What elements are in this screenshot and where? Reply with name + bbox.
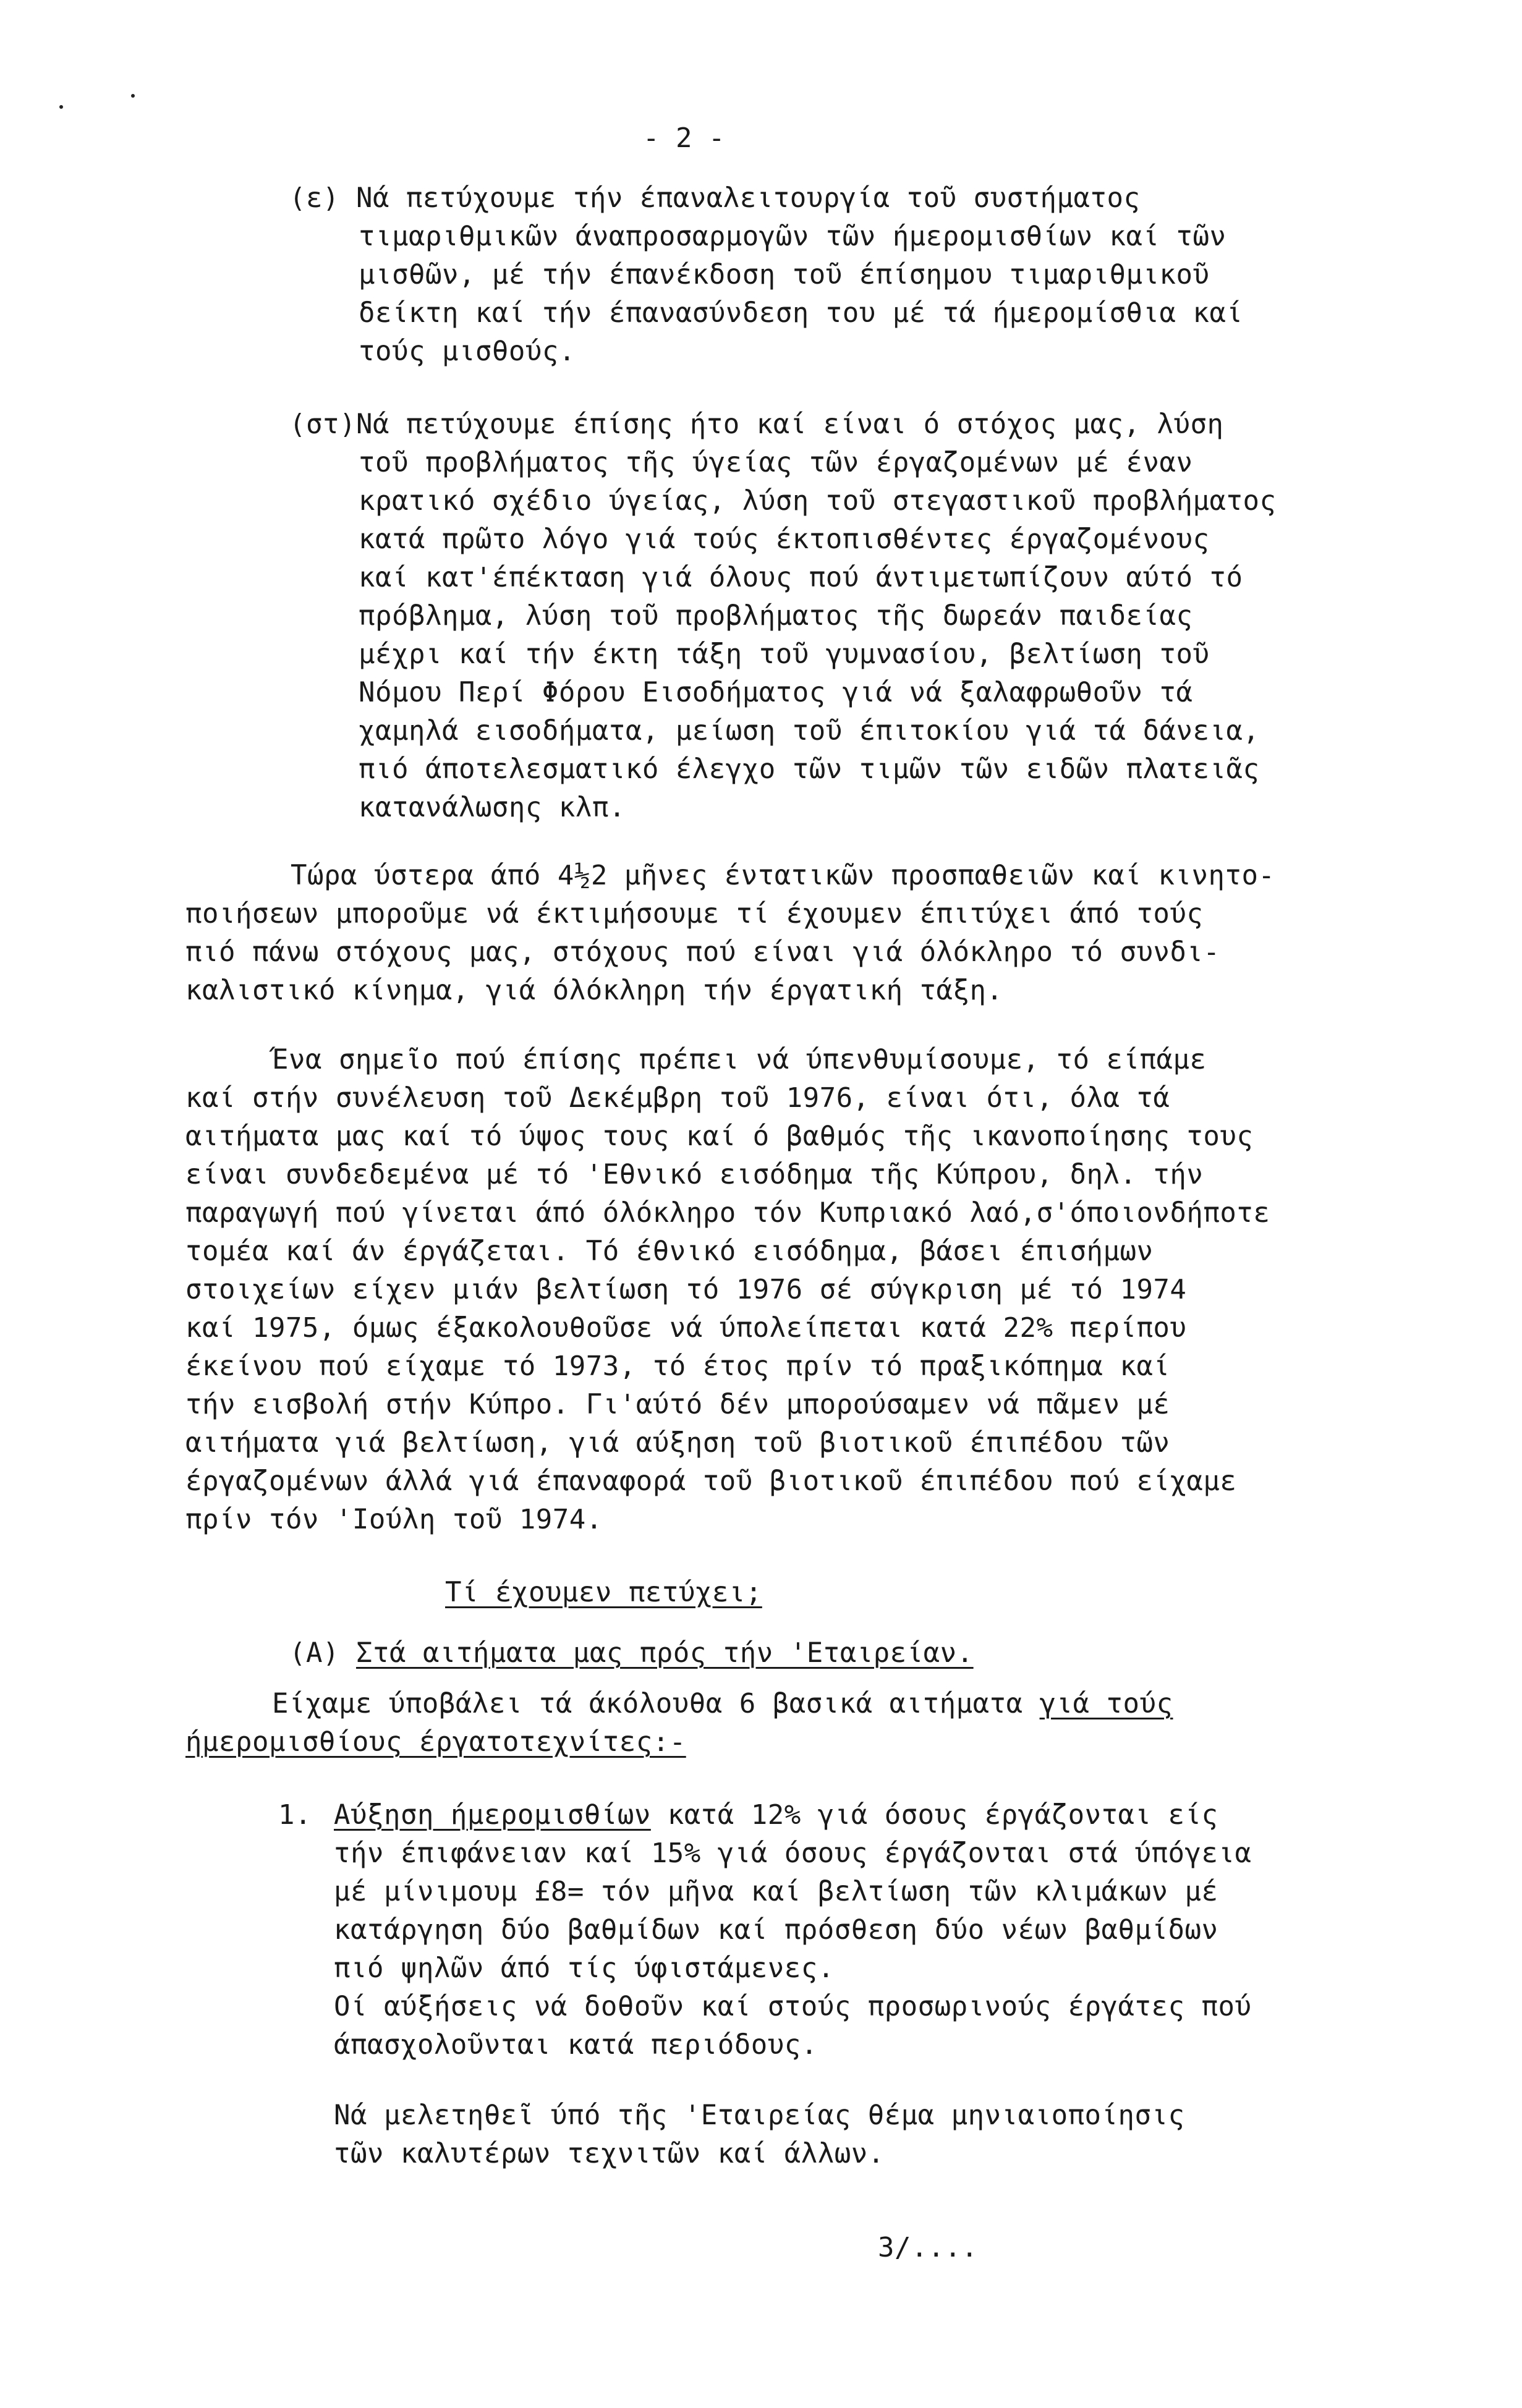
text-line: Νόμου Περί Φόρου Εισοδήματος γιά νά ξαλαφρωθοῦν τά xyxy=(359,677,1193,708)
item-first-line xyxy=(334,1796,1218,1834)
text-line: έργαζομένων άλλά γιά έπαναφορά τοῦ βιοτικοῦ έπιπέδου πού είχαμε xyxy=(185,1465,1237,1497)
text-line: πρίν τόν 'Ιούλη τοῦ 1974. xyxy=(185,1504,603,1535)
text-line: κατά πρῶτο λόγο γιά τούς έκτοπισθέντες έργαζομένους xyxy=(359,524,1210,555)
text-line: ποιήσεων μποροῦμε νά έκτιμήσουμε τί έχουμεν έπιτύχει άπό τούς xyxy=(185,898,1204,930)
text-line: κρατικό σχέδιο ύγείας, λύση τοῦ στεγαστικοῦ προβλήματος xyxy=(359,485,1277,517)
text-line: πιό πάνω στόχους μας, στόχους πού είναι γιά όλόκληρο τό συνδι- xyxy=(185,936,1220,968)
text-line: πιό ψηλῶν άπό τίς ύφιστάμενες. xyxy=(334,1952,835,1984)
item-text: κατά 12% γιά όσους έργάζονται είς xyxy=(650,1799,1218,1831)
section-a-header xyxy=(289,1634,974,1672)
text-line: πρόβλημα, λύση τοῦ προβλήματος τῆς δωρεάν παιδείας xyxy=(359,600,1193,632)
text-line: μέχρι καί τήν έκτη τάξη τοῦ γυμνασίου, βελτίωση τοῦ xyxy=(359,638,1210,670)
text-line: καί 1975, όμως έξακολουθοῦσε νά ύπολείπεται κατά 22% περίπου xyxy=(185,1312,1187,1344)
text-line: δείκτη καί τήν έπανασύνδεση του μέ τά ήμερομίσθια καί xyxy=(359,297,1243,329)
text-line: τήν έπιφάνειαν καί 15% γιά όσους έργάζονται στά ύπόγεια xyxy=(334,1838,1252,1869)
intro-line-1 xyxy=(272,1685,1173,1723)
text-line: έκείνου πού είχαμε τό 1973, τό έτος πρίν τό πραξικόπημα καί xyxy=(185,1350,1170,1382)
page-number: - 2 - xyxy=(643,122,725,154)
scan-speck xyxy=(131,94,135,98)
text-line: (στ)Νά πετύχουμε έπίσης ήτο καί είναι ό στόχος μας, λύση xyxy=(289,409,1224,440)
scan-speck xyxy=(59,105,63,109)
text-line: αιτήματα μας καί τό ύψος τους καί ό βαθμός τῆς ικανοποίησης τους xyxy=(185,1121,1254,1152)
intro-line-2: ήμερομισθίους έργατοτεχνίτες:- xyxy=(185,1726,686,1758)
text-line: τήν εισβολή στήν Κύπρο. Γι'αύτό δέν μπορούσαμεν νά πᾶμεν μέ xyxy=(185,1389,1170,1420)
text-line: στοιχείων είχεν μιάν βελτίωση τό 1976 σέ σύγκριση μέ τό 1974 xyxy=(185,1274,1187,1305)
text-line: χαμηλά εισοδήματα, μείωση τοῦ έπιτοκίου γιά τά δάνεια, xyxy=(359,715,1260,747)
text-line: (ε) Νά πετύχουμε τήν έπαναλειτουργία τοῦ συστήματος xyxy=(289,182,1141,214)
text-line: καί στήν συνέλευση τοῦ Δεκέμβρη τοῦ 1976, είναι ότι, όλα τά xyxy=(185,1082,1170,1114)
intro-underlined: γιά τούς xyxy=(1039,1688,1173,1719)
text-line: τῶν καλυτέρων τεχνιτῶν καί άλλων. xyxy=(334,2138,885,2169)
text-line: αιτήματα γιά βελτίωση, γιά αύξηση τοῦ βιοτικοῦ έπιπέδου τῶν xyxy=(185,1427,1170,1459)
text-line: Νά μελετηθεῖ ύπό τῆς 'Εταιρείας θέμα μηνιαιοποίησις xyxy=(334,2100,1185,2131)
text-line: τομέα καί άν έργάζεται. Τό έθνικό εισόδημα, βάσει έπισήμων xyxy=(185,1236,1154,1267)
text-line: Τώρα ύστερα άπό 4½2 μῆνες έντατικῶν προσπαθειῶν καί κινητο- xyxy=(291,860,1275,891)
item-number: 1. xyxy=(278,1799,312,1831)
text-line: παραγωγή πού γίνεται άπό όλόκληρο τόν Κυπριακό λαό,σ'όποιονδήποτε xyxy=(185,1197,1270,1229)
item-underlined: Αύξηση ήμερομισθίων xyxy=(334,1799,651,1831)
section-heading: Τί έχουμεν πετύχει; xyxy=(445,1577,762,1608)
text-line: Ένα σημεῖο πού έπίσης πρέπει νά ύπενθυμίσουμε, τό είπάμε xyxy=(272,1044,1207,1075)
text-line: μέ μίνιμουμ £8= τόν μῆνα καί βελτίωση τῶν κλιμάκων μέ xyxy=(334,1876,1218,1907)
text-line: καί κατ'έπέκταση γιά όλους πού άντιμετωπίζουν αύτό τό xyxy=(359,562,1243,593)
text-line: κατανάλωσης κλπ. xyxy=(359,792,626,823)
continued-marker: 3/.... xyxy=(878,2232,978,2263)
text-line: άπασχολοῦνται κατά περιόδους. xyxy=(334,2029,818,2061)
section-a-label: (Α) xyxy=(289,1637,339,1669)
text-line: Οί αύξήσεις νά δοθοῦν καί στούς προσωρινούς έργάτες πού xyxy=(334,1991,1252,2022)
text-line: καλιστικό κίνημα, γιά όλόκληρη τήν έργατική τάξη. xyxy=(185,975,1003,1006)
section-a-title: Στά αιτήματα μας πρός τήν 'Εταιρείαν. xyxy=(355,1637,974,1669)
intro-text: Είχαμε ύποβάλει τά άκόλουθα 6 βασικά αιτήματα xyxy=(272,1688,1040,1719)
text-line: τιμαριθμικῶν άναπροσαρμογῶν τῶν ήμερομισθίων καί τῶν xyxy=(359,221,1227,252)
text-line: πιό άποτελεσματικό έλεγχο τῶν τιμῶν τῶν ειδῶν πλατειᾶς xyxy=(359,753,1260,785)
text-line: είναι συνδεδεμένα μέ τό 'Εθνικό εισόδημα τῆς Κύπρου, δηλ. τήν xyxy=(185,1159,1204,1190)
text-line: κατάργηση δύο βαθμίδων καί πρόσθεση δύο νέων βαθμίδων xyxy=(334,1914,1218,1946)
text-line: μισθῶν, μέ τήν έπανέκδοση τοῦ έπίσημου τιμαριθμικοῦ xyxy=(359,259,1210,290)
text-line: τούς μισθούς. xyxy=(359,336,576,367)
text-line: τοῦ προβλήματος τῆς ύγείας τῶν έργαζομένων μέ έναν xyxy=(359,447,1193,478)
